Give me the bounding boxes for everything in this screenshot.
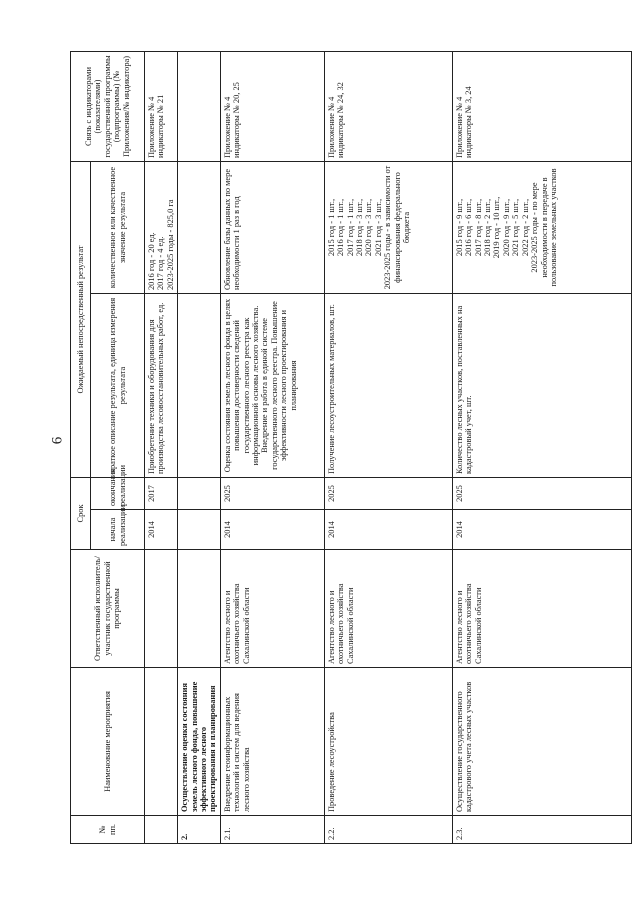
carry-qty-line: 2017 год - 4 ед.: [156, 236, 166, 290]
row-name: Внедрение геоинформационных технологий и систем для ведения лесного хозяйства: [220, 668, 324, 816]
row-qty-line: 2018 год - 3 шт.,: [355, 198, 365, 257]
row-qty-line: 2015 год - 1 шт.,: [326, 198, 336, 257]
row-link: Приложение № 4 индикаторы № 3, 24: [452, 52, 631, 162]
row-qty-line: 2015 год - 9 шт.,: [454, 198, 464, 257]
table-row: [220, 52, 324, 844]
row-name: Проведение лесоустройства: [324, 668, 452, 816]
row-brief: Оценка состояния земель лесного фонда в целях повышения достоверности сведений государственного лесного реестра как информационной основы лесного хозяйства. Внедрение и работа в единой системе государственного лесного реестра. Повышение эффективности лесного проектирования и планирования: [220, 294, 324, 478]
page-number: 6: [49, 436, 66, 445]
section-name: Осуществление оценки состояния земель лесного фонда, повышение эффективного лесного проектирования и планирования: [178, 668, 221, 816]
header-responsible: Ответственный исполнитель/участник государственной программы: [71, 550, 145, 668]
row-start: 2014: [220, 510, 324, 550]
row-qty-line: Обновление базы данных по мере необходимости 1 раз в год: [222, 168, 242, 290]
section-empty: [178, 52, 221, 162]
carry-responsible: [145, 550, 178, 668]
section-empty: [178, 550, 221, 668]
row-responsible: Агентство лесного и охотничьего хозяйства Сахалинской области: [220, 550, 324, 668]
row-qty-line: 2023-2025 годы - в зависимости от финансирования федерального бюджета: [383, 165, 412, 290]
row-qty-line: 2022 год - 2 шт.,: [520, 198, 530, 257]
rotated-table-wrapper: [70, 52, 610, 844]
row-name: Осуществление государственного кадастрового учета лесных участков: [452, 668, 631, 816]
header-expected: Ожидаемый непосредственный результат: [71, 162, 91, 478]
header-term: Срок: [71, 478, 91, 550]
row-qty: [324, 162, 452, 294]
row-qty-line: 2019 год - 10 шт.,: [492, 196, 502, 259]
table-row: [452, 52, 631, 844]
header-end: окончания реализации: [91, 478, 145, 510]
row-link: Приложение № 4 индикаторы № 20, 25: [220, 52, 324, 162]
row-qty-line: 2017 год - 1 шт.,: [345, 198, 355, 257]
row-responsible: Агентство лесного и охотничьего хозяйства Сахалинской области: [324, 550, 452, 668]
row-qty-line: 2017 год - 8 шт.,: [473, 198, 483, 257]
carry-start: 2014: [145, 510, 178, 550]
row-brief: Получение лесоустроительных материалов, шт.: [324, 294, 452, 478]
row-qty-line: 2021 год - 5 шт.,: [511, 198, 521, 257]
carry-row: [145, 52, 178, 844]
carry-brief: Приобретение техники и оборудования для производства лесовосстановительных работ, ед.: [145, 294, 178, 478]
row-qty-line: 2021 год - 3 шт.,: [373, 198, 383, 257]
row-qty-line: 2018 год - 2 шт.,: [483, 198, 493, 257]
header-start: начала реализации: [91, 510, 145, 550]
header-num: № пп.: [71, 816, 145, 844]
row-qty-line: 2016 год - 1 шт.,: [336, 198, 346, 257]
row-qty-line: 2020 год - 9 шт.,: [501, 198, 511, 257]
row-end: 2025: [220, 478, 324, 510]
row-qty-line: 2023-2025 годы - по мере необходимости в передаче в пользование земельных участков: [530, 168, 558, 287]
row-qty-line: 2020 год - 3 шт.,: [364, 198, 374, 257]
table-row: [324, 52, 452, 844]
row-start: 2014: [452, 510, 631, 550]
header-link: Связь с индикаторами (показателями) государственной программы (подпрограммы) (№ Приложения/№ индикатора): [71, 52, 145, 162]
carry-link: Приложение № 4 индикаторы № 21: [145, 52, 178, 162]
row-qty: [452, 162, 631, 294]
header-qty: количественное или качественное значение результата: [91, 162, 145, 294]
row-start: 2014: [324, 510, 452, 550]
row-qty: [220, 162, 324, 294]
row-end: 2025: [452, 478, 631, 510]
row-responsible: Агентство лесного и охотничьего хозяйства Сахалинской области: [452, 550, 631, 668]
carry-num: [145, 816, 178, 844]
section-empty: [178, 162, 221, 294]
header-name: Наименование мероприятия: [71, 668, 145, 816]
row-brief: Количество лесных участков, поставленных на кадастровый учет, шт.: [452, 294, 631, 478]
carry-qty-line: 2023-2025 годы - 825,0 га: [165, 199, 175, 290]
section-num: 2.: [178, 816, 221, 844]
section-empty: [178, 478, 221, 510]
row-link: Приложение № 4 индикаторы № 24, 32: [324, 52, 452, 162]
carry-name: [145, 668, 178, 816]
row-num: 2.2.: [324, 816, 452, 844]
section-empty: [178, 510, 221, 550]
carry-qty-line: 2016 год - 20 ед.: [147, 232, 156, 290]
row-end: 2025: [324, 478, 452, 510]
carry-qty: [145, 162, 178, 294]
header-brief: краткое описание результата, единица измерения результата: [91, 294, 145, 478]
row-num: 2.3.: [452, 816, 631, 844]
row-num: 2.1.: [220, 816, 324, 844]
row-qty-line: 2016 год - 6 шт.,: [464, 198, 474, 257]
section-empty: [178, 294, 221, 478]
section-row: [178, 52, 221, 844]
measures-table: [70, 51, 632, 844]
carry-end: 2017: [145, 478, 178, 510]
